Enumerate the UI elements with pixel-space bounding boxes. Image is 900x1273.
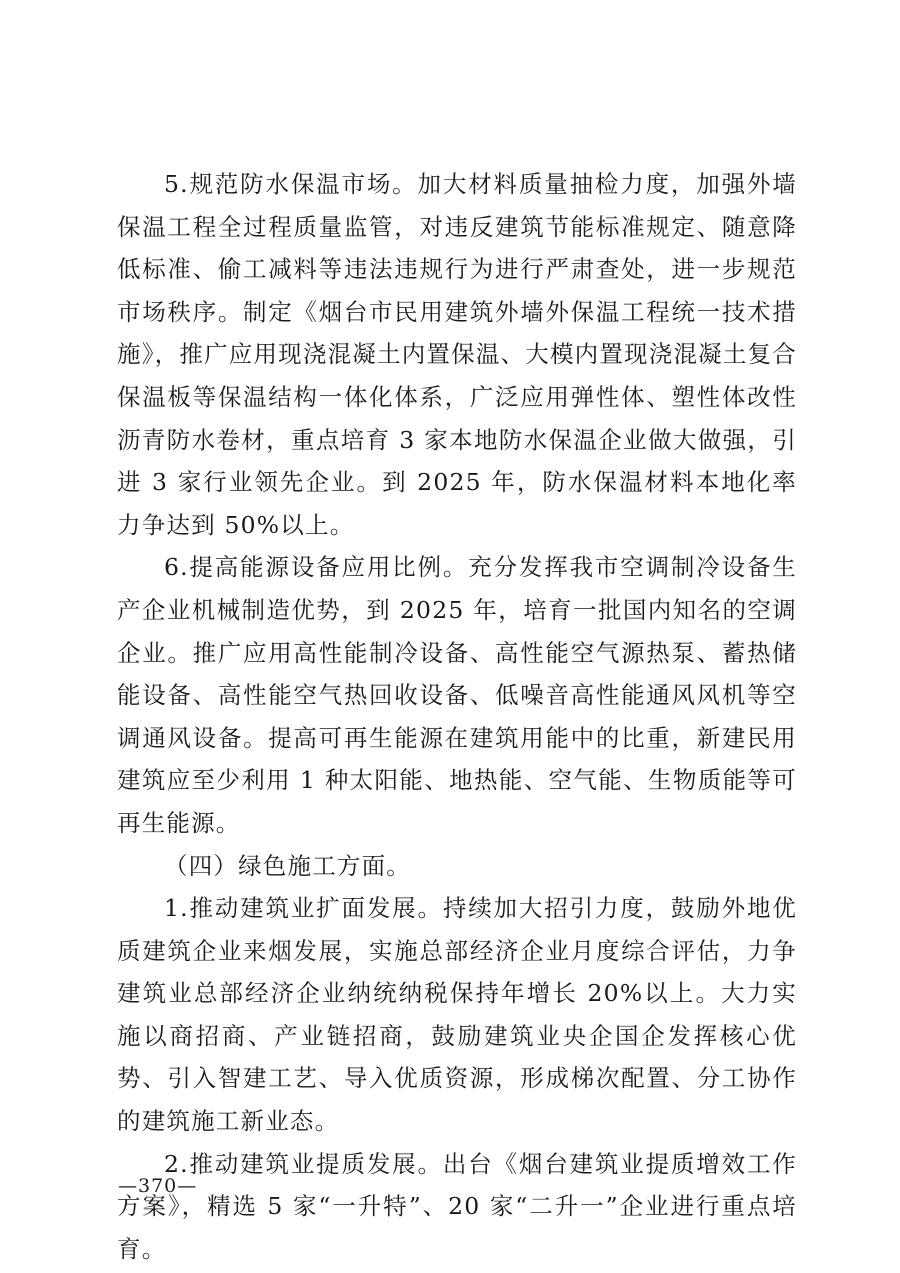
paragraph-waterproof-insulation-market: 5.规范防水保温市场。加大材料质量抽检力度，加强外墙保温工程全过程质量监管，对违反建筑节能标准规定、随意降低标准、偷工减料等违法违规行为进行严肃查处，进一步规范市场秩序。制定《烟台市民用建筑外墙外保温工程统一技术措施》，推广应用现浇混凝土内置保温、大模内置现浇混凝土复合保温板等保温结构一体化体系，广泛应用弹性体、塑性体改性沥青防水卷材，重点培育 3 家本地防水保温企业做大做强，引进 3 家行业领先企业。到 2025 年，防水保温材料本地化率力争达到 50%以上。 xyxy=(117,170,797,539)
paragraph-energy-equipment-ratio: 6.提高能源设备应用比例。充分发挥我市空调制冷设备生产企业机械制造优势，到 2025 年，培育一批国内知名的空调企业。推广应用高性能制冷设备、高性能空气源热泵、蓄热储能设备、高性能空气热回收设备、低噪音高性能通风风机等空调通风设备。提高可再生能源在建筑用能中的比重，新建民用建筑应至少利用 1 种太阳能、地热能、空气能、生物质能等可再生能源。 xyxy=(117,553,797,837)
page-number: —370— xyxy=(118,1175,198,1197)
document-body xyxy=(117,163,797,1270)
paragraph-construction-quality: 2.推动建筑业提质发展。出台《烟台建筑业提质增效工作方案》，精选 5 家“一升特”、20 家“二升一”企业进行重点培育。 xyxy=(117,1149,797,1263)
paragraph-construction-expansion: 1.推动建筑业扩面发展。持续加大招引力度，鼓励外地优质建筑企业来烟发展，实施总部经济企业月度综合评估，力争建筑业总部经济企业纳统纳税保持年增长 20%以上。大力实施以商招商、产业链招商，鼓励建筑业央企国企发挥核心优势、引入智建工艺、导入优质资源，形成梯次配置、分工协作的建筑施工新业态。 xyxy=(117,894,797,1136)
section-heading-green-construction: （四）绿色施工方面。 xyxy=(164,851,411,880)
